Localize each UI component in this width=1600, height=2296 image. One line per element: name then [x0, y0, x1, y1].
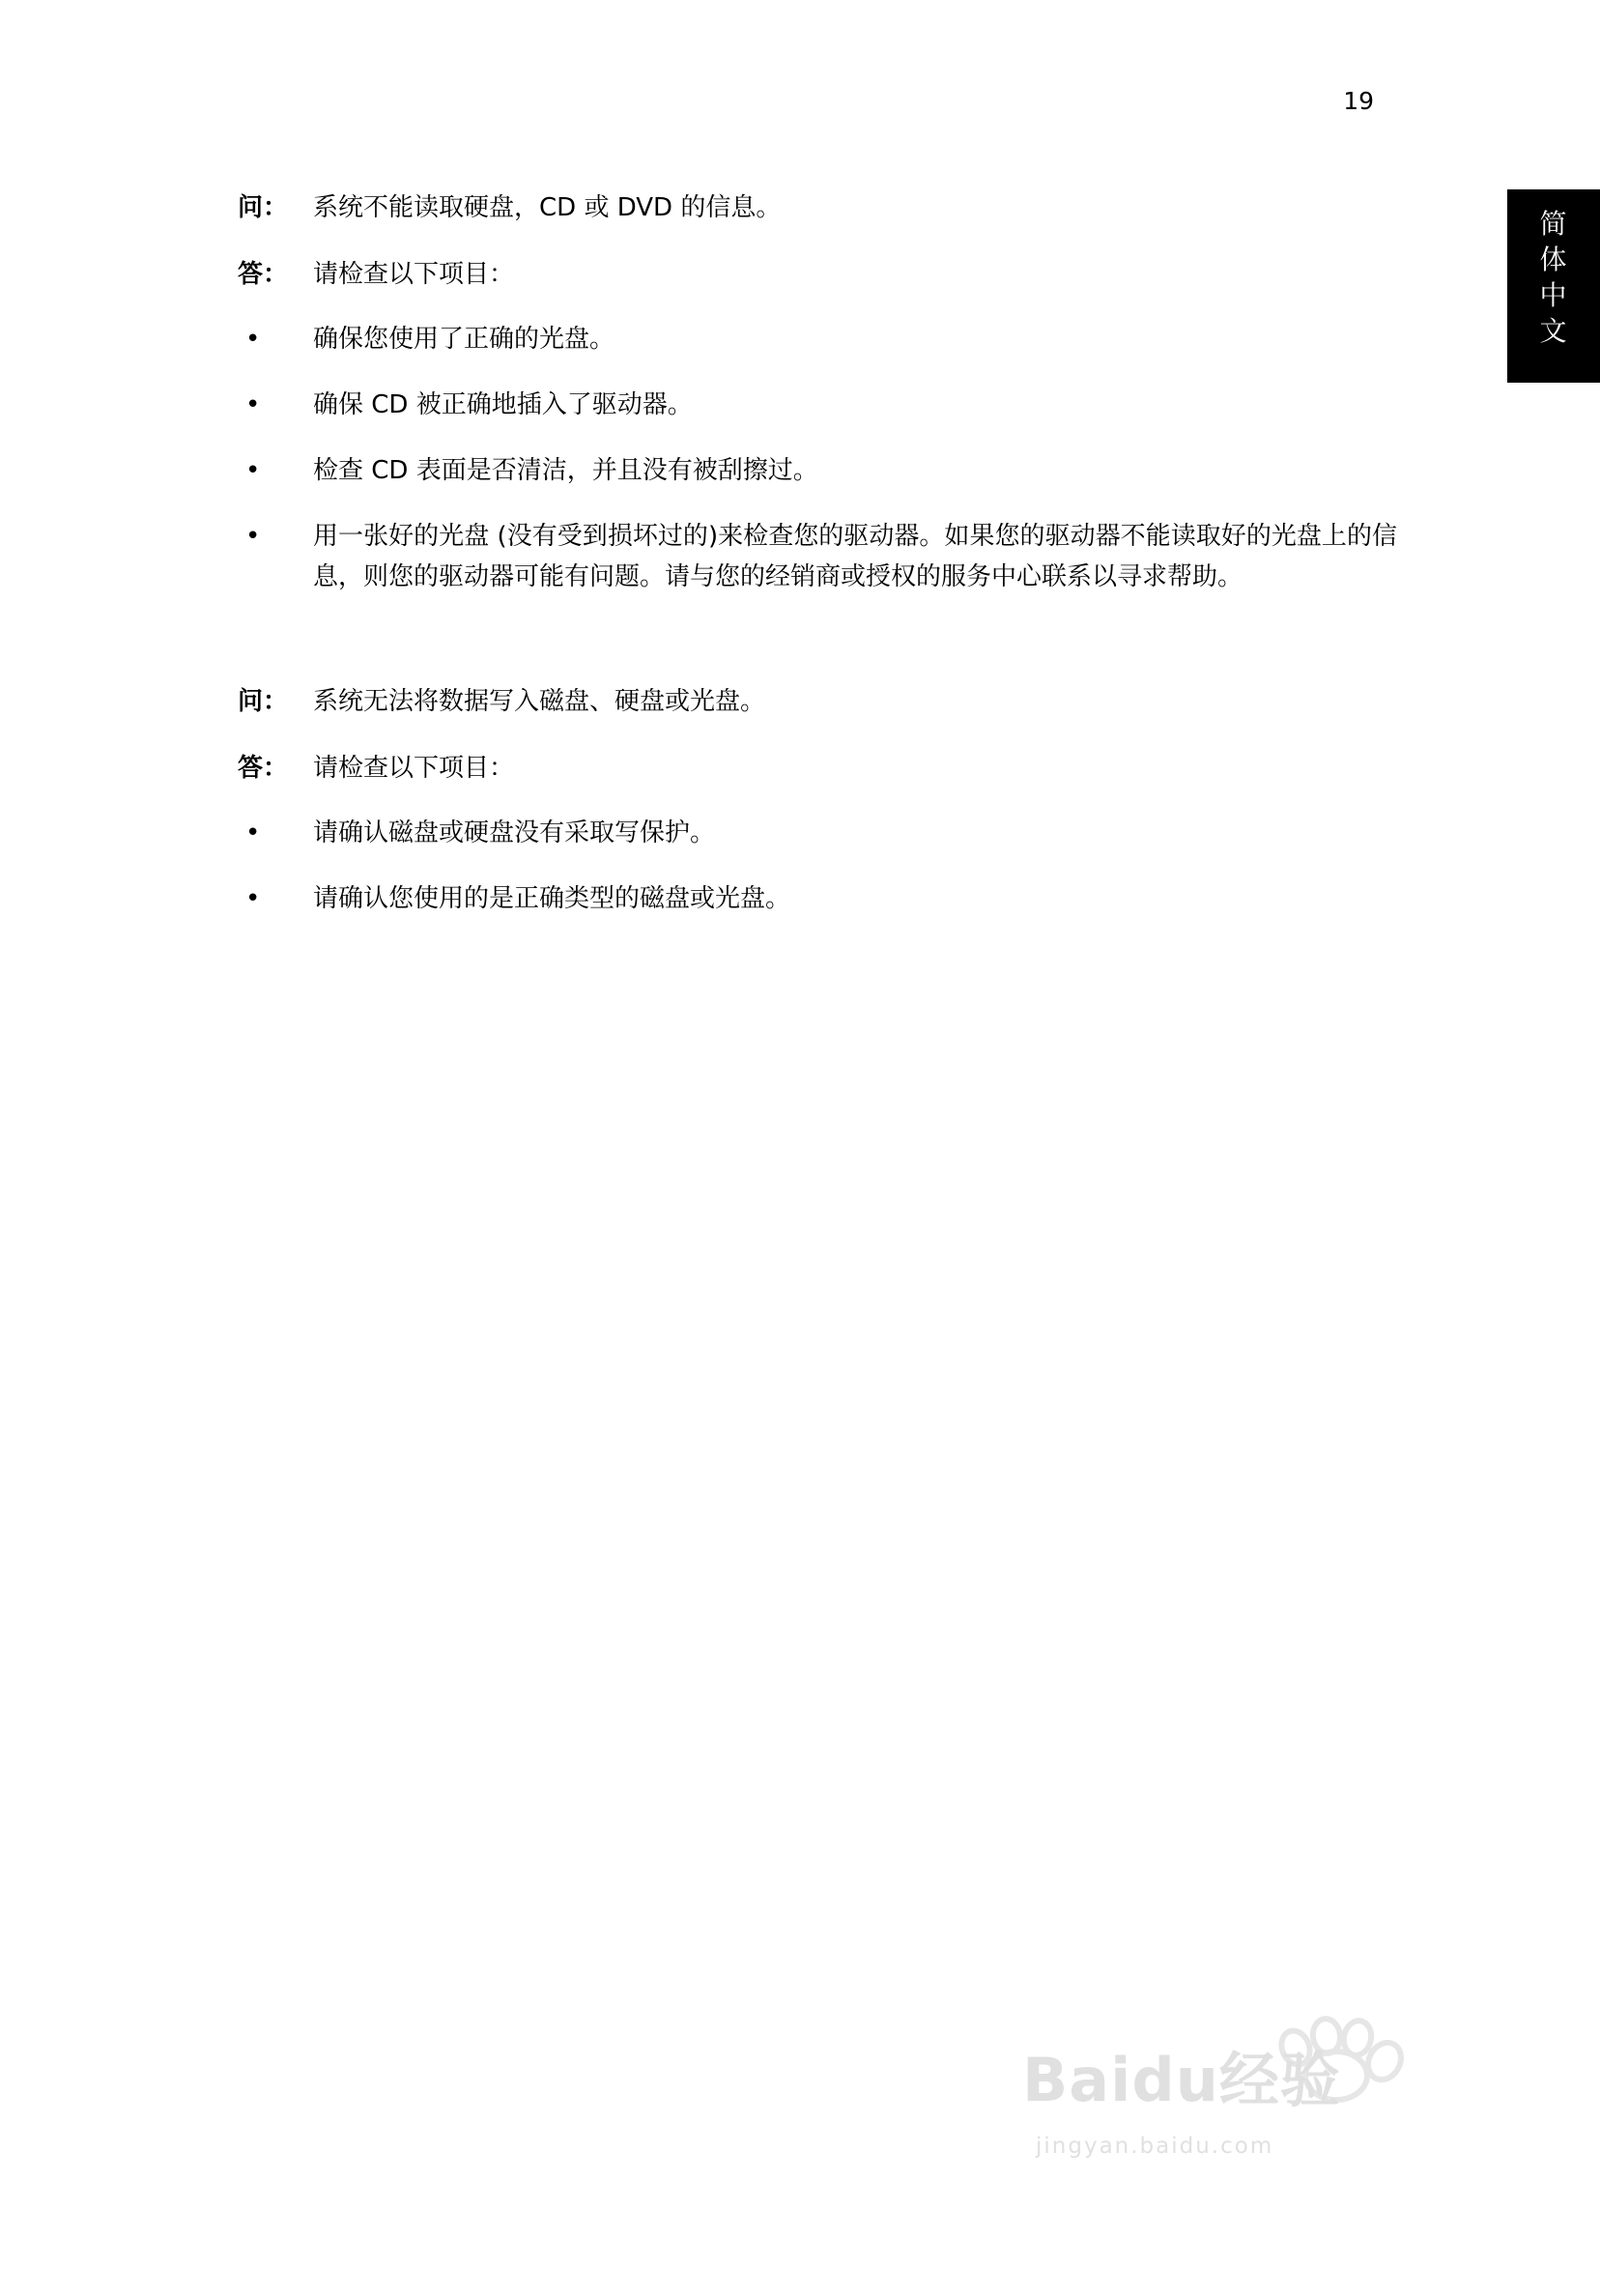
page-number: 19 [1343, 87, 1374, 115]
list-item: • 确保 CD 被正确地插入了驱动器。 [238, 385, 1397, 425]
question-line-1 [238, 189, 1397, 227]
baidu-watermark [1022, 2014, 1428, 2168]
language-tab-char-1: 简 [1539, 208, 1568, 240]
answer-text-1: 请检查以下项目： [313, 260, 515, 289]
answer-label-1: 答： [238, 260, 289, 289]
question-text-1: 系统不能读取硬盘，CD 或 DVD 的信息。 [313, 193, 782, 222]
language-tab-char-4: 文 [1539, 314, 1568, 347]
block-separator [238, 623, 1397, 683]
question-line-2 [238, 683, 1397, 721]
question-label-2: 问： [238, 686, 289, 716]
answer-line-2 [238, 750, 1397, 788]
answer-line-1 [238, 256, 1397, 294]
list-item: • 用一张好的光盘 (没有受到损坏过的)来检查您的驱动器。如果您的驱动器不能读取好的光盘上的信息，则您的驱动器可能有问题。请与您的经销商或授权的服务中心联系以寻求帮助。 [238, 516, 1397, 597]
answer-label-2: 答： [238, 753, 289, 783]
watermark-brand: Baidu经验 [1022, 2045, 1341, 2115]
language-tab-char-3: 中 [1539, 278, 1568, 311]
question-label-1: 问： [238, 193, 289, 222]
answer-text-2: 请检查以下项目： [313, 753, 515, 783]
language-tab [1507, 189, 1600, 383]
paw-print-icon [1277, 2014, 1393, 2095]
list-item: • 检查 CD 表面是否清洁，并且没有被刮擦过。 [238, 450, 1397, 491]
language-tab-char-2: 体 [1539, 243, 1568, 275]
list-item: • 请确认磁盘或硬盘没有采取写保护。 [238, 813, 1397, 853]
bullet-list-1 [238, 319, 1397, 598]
page-content [238, 189, 1397, 944]
list-item: • 确保您使用了正确的光盘。 [238, 319, 1397, 359]
list-item: • 请确认您使用的是正确类型的磁盘或光盘。 [238, 878, 1397, 919]
bullet-list-2 [238, 813, 1397, 919]
question-text-2: 系统无法将数据写入磁盘、硬盘或光盘。 [313, 686, 766, 716]
watermark-url: jingyan.baidu.com [1036, 2134, 1274, 2159]
qa-block-1 [238, 189, 1397, 598]
qa-block-2 [238, 683, 1397, 919]
